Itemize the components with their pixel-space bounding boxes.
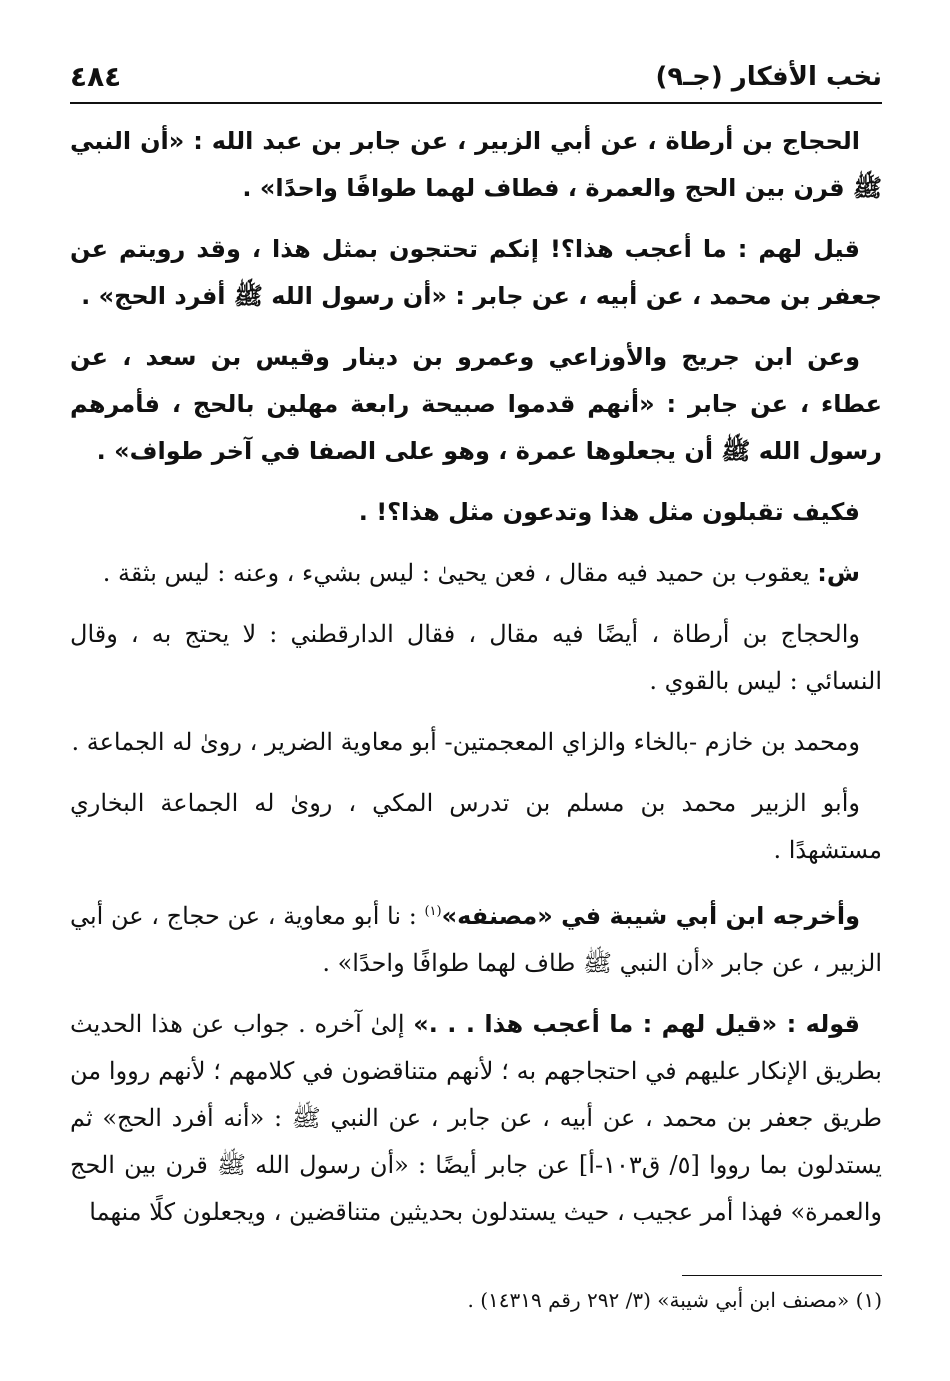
- paragraph-5-text: يعقوب بن حميد فيه مقال ، فعن يحيىٰ : ليس بشيء ، وعنه : ليس بثقة .: [102, 559, 818, 587]
- paragraph-2: قيل لهم : ما أعجب هذا؟! إنكم تحتجون بمثل هذا ، وقد رويتم عن جعفر بن محمد ، عن أبيه ، عن جابر : «أن رسول الله ﷺ أفرد الحج» .: [70, 235, 882, 310]
- page-number: ٤٨٤: [70, 60, 122, 93]
- paragraph-4: فكيف تقبلون مثل هذا وتدعون مثل هذا؟! .: [358, 498, 860, 526]
- page-header: [70, 58, 882, 106]
- header-rule: [70, 102, 882, 104]
- paragraph-10-lead: قوله : «قيل لهم : ما أعجب هذا . . .»: [413, 1010, 860, 1038]
- paragraph-1: الحجاج بن أرطاة ، عن أبي الزبير ، عن جابر بن عبد الله : «أن النبي ﷺ قرن بين الحج والعمرة ، فطاف لهما طوافًا واحدًا» .: [70, 127, 882, 202]
- paragraph-9: [70, 888, 882, 987]
- book-title: نخب الأفكار (جـ٩): [655, 62, 882, 92]
- footnote-ref[interactable]: (١): [424, 904, 442, 919]
- paragraph-10-text: إلىٰ آخره . جواب عن هذا الحديث بطريق الإنكار عليهم في احتجاجهم به ؛ لأنهم متناقضون في كلامهم ؛ لأنهم رووا من طريق جعفر بن محمد ، عن أبيه ، عن جابر ، عن النبي ﷺ : «أنه أفرد الحج» ثم يستدلون بما رووا [٥/ ق١٠٣-أ] عن جابر أيضًا : «أن رسول الله ﷺ قرن بين الحج والعمرة» فهذا أمر عجيب ، حيث يستدلون بحديثين متناقضين ، ويجعلون كلًا منهما: [70, 1010, 882, 1226]
- paragraph-6: والحجاج بن أرطاة ، أيضًا فيه مقال ، فقال الدارقطني : لا يحتج به ، وقال النسائي : ليس بالقوي .: [70, 620, 882, 695]
- paragraph-10: [70, 1001, 882, 1236]
- footnote-rule: [682, 1275, 882, 1276]
- paragraph-7: ومحمد بن خازم -بالخاء والزاي المعجمتين- أبو معاوية الضرير ، روىٰ له الجماعة .: [71, 728, 860, 756]
- sharh-marker: ش:: [817, 559, 860, 587]
- paragraph-5: [70, 550, 882, 597]
- main-text: [70, 118, 882, 1250]
- paragraph-8: وأبو الزبير محمد بن مسلم بن تدرس المكي ، روىٰ له الجماعة البخاري مستشهدًا .: [70, 789, 882, 864]
- paragraph-9-text: : نا أبو معاوية ، عن حجاج ، عن أبي الزبير ، عن جابر «أن النبي ﷺ طاف لهما طوافًا واحدًا» .: [70, 902, 882, 977]
- paragraph-3: وعن ابن جريج والأوزاعي وعمرو بن دينار وقيس بن سعد ، عن عطاء ، عن جابر : «أنهم قدموا صبيحة رابعة مهلين بالحج ، فأمرهم رسول الله ﷺ أن يجعلوها عمرة ، وهو على الصفا في آخر طواف» .: [70, 343, 882, 465]
- paragraph-9-lead: وأخرجه ابن أبي شيبة في «مصنفه»: [441, 902, 861, 930]
- footnote: (١) «مصنف ابن أبي شيبة» (٣/ ٢٩٢ رقم ١٤٣١٩) .: [467, 1288, 882, 1312]
